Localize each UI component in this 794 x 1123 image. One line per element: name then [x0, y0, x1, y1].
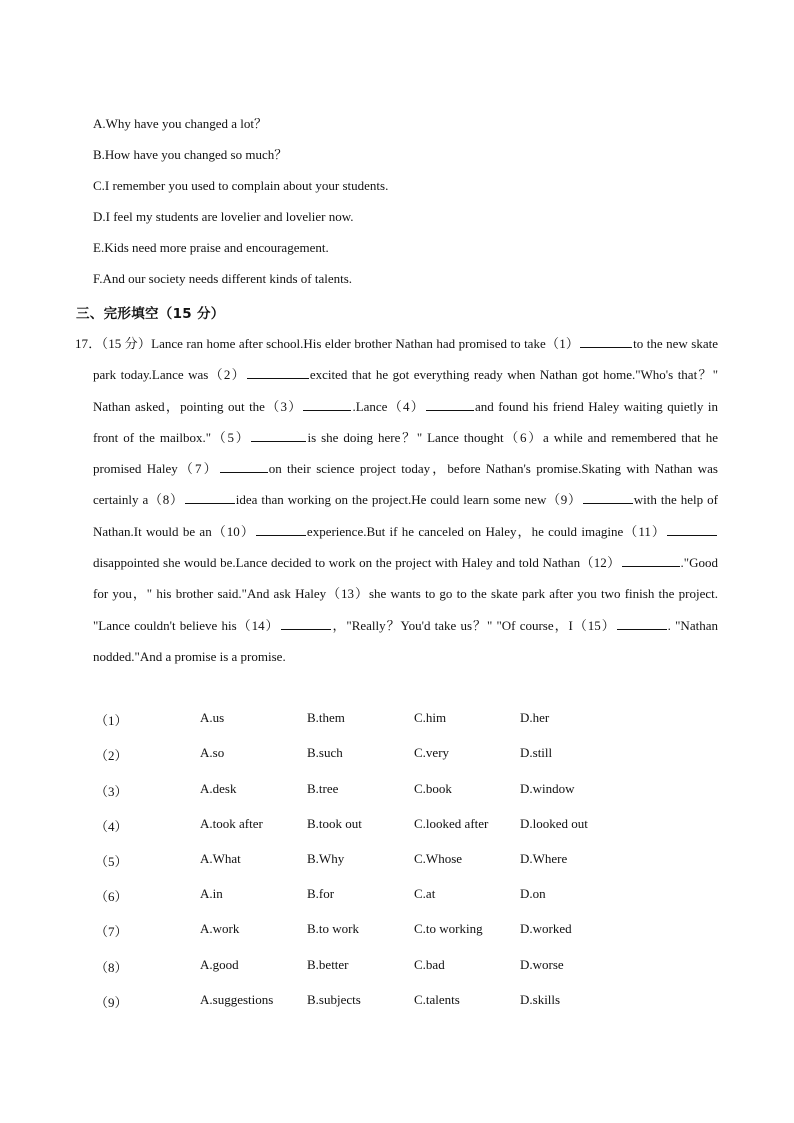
blank-1[interactable] — [580, 334, 632, 348]
passage-segment: disappointed she would be.Lance decided to work on the project with Haley and told Nathan（12） — [93, 555, 621, 571]
blank-2[interactable] — [247, 365, 309, 379]
blank-3[interactable] — [303, 397, 351, 411]
section-title: 三、完形填空（15 分） — [76, 306, 225, 322]
passage-segment: .Lance（4） — [352, 398, 425, 414]
choice-number: （8） — [95, 960, 128, 975]
blank-4[interactable] — [426, 397, 474, 411]
blank-15[interactable] — [617, 616, 667, 630]
choice-option-c[interactable]: C.bad — [414, 957, 445, 972]
choice-option-a[interactable]: A.took after — [200, 816, 263, 831]
choice-option-d[interactable]: D.window — [520, 781, 575, 796]
choice-option-c[interactable]: C.to working — [414, 921, 483, 936]
blank-14[interactable] — [281, 616, 331, 630]
option-c: C.I remember you used to complain about your students. — [93, 178, 389, 193]
choice-option-d[interactable]: D.Where — [520, 851, 568, 866]
choice-option-d[interactable]: D.looked out — [520, 816, 588, 831]
passage-segment: experience.But if he canceled on Haley，he could imagine（11） — [306, 523, 666, 539]
option-b: B.How have you changed so much？ — [93, 147, 288, 162]
passage-segment: excited that he got everything ready when Nathan got home."Who's that？" Nathan asked，pointing out the（3） — [93, 367, 718, 414]
choice-option-d[interactable]: D.her — [520, 710, 550, 725]
passage-segment: idea than working on the project.He could learn some new（9） — [235, 492, 582, 508]
passage-segment: with the help of Nathan.It would be an（10） — [93, 492, 718, 539]
choice-option-a[interactable]: A.us — [200, 710, 225, 725]
blank-8[interactable] — [185, 490, 235, 504]
blank-7[interactable] — [220, 459, 268, 473]
blank-10[interactable] — [256, 522, 306, 536]
option-e: E.Kids need more praise and encouragement. — [93, 240, 329, 255]
cloze-passage — [75, 328, 718, 672]
choice-option-c[interactable]: C.Whose — [414, 851, 463, 866]
passage-segment: ，"Really？You'd take us？" "Of course，I（15） — [331, 617, 616, 633]
option-d: D.I feel my students are lovelier and lovelier now. — [93, 209, 354, 224]
choice-number: （5） — [95, 854, 128, 869]
passage-segment: she wants to go to the skate park after you two finish the project. "Lance couldn't believe his（14） — [93, 586, 718, 633]
passage-segment: . "Nathan nodded."And a promise is a promise. — [93, 617, 718, 664]
passage-segment: Lance ran home after school.His elder brother Nathan had promised to take（1） — [151, 336, 580, 351]
choice-option-d[interactable]: D.worse — [520, 957, 564, 972]
choice-number: （7） — [95, 924, 128, 939]
choice-number: （1） — [95, 713, 128, 728]
choice-option-b[interactable]: B.subjects — [307, 992, 361, 1007]
choice-option-c[interactable]: C.book — [414, 781, 452, 796]
passage-segment: and found his friend Haley waiting quietly in front of the mailbox."（5） — [93, 398, 718, 445]
passage-segment: is she doing here？" Lance thought（6） — [307, 429, 543, 445]
choice-number: （3） — [95, 784, 128, 799]
choice-option-c[interactable]: C.talents — [414, 992, 460, 1007]
blank-11[interactable] — [667, 522, 717, 536]
choice-option-a[interactable]: A.suggestions — [200, 992, 274, 1007]
choice-option-b[interactable]: B.Why — [307, 851, 345, 866]
passage-segment: ."Good for you，" his brother said."And ask Haley（13） — [93, 555, 718, 602]
choice-option-d[interactable]: D.on — [520, 886, 546, 901]
passage-segment: a while and remembered that he promised Haley（7） — [93, 429, 718, 477]
choice-option-b[interactable]: B.such — [307, 745, 343, 760]
choice-number: （6） — [95, 889, 128, 904]
question-number: 17． — [75, 336, 102, 351]
choice-option-b[interactable]: B.for — [307, 886, 335, 901]
choice-option-c[interactable]: C.looked after — [414, 816, 489, 831]
choice-option-b[interactable]: B.better — [307, 957, 349, 972]
choice-option-d[interactable]: D.still — [520, 745, 553, 760]
option-f: F.And our society needs different kinds of talents. — [93, 271, 353, 286]
choice-number: （4） — [95, 819, 128, 834]
blank-9[interactable] — [583, 490, 633, 504]
blank-12[interactable] — [622, 553, 680, 567]
passage-segment: on their science project today，before Nathan's promise.Skating with Nathan was certainly a（8） — [93, 461, 718, 508]
choice-option-a[interactable]: A.desk — [200, 781, 237, 796]
choice-option-a[interactable]: A.What — [200, 851, 241, 866]
choice-number: （2） — [95, 748, 128, 763]
choice-option-d[interactable]: D.worked — [520, 921, 572, 936]
choice-option-a[interactable]: A.in — [200, 886, 223, 901]
choice-option-a[interactable]: A.good — [200, 957, 239, 972]
choice-option-c[interactable]: C.very — [414, 745, 450, 760]
choice-option-c[interactable]: C.him — [414, 710, 447, 725]
choice-option-b[interactable]: B.took out — [307, 816, 362, 831]
choice-number: （9） — [95, 995, 128, 1010]
choice-option-a[interactable]: A.so — [200, 745, 225, 760]
passage-segment: to the new skate park today.Lance was（2） — [93, 336, 718, 383]
choice-option-b[interactable]: B.to work — [307, 921, 359, 936]
choice-option-a[interactable]: A.work — [200, 921, 240, 936]
choice-option-d[interactable]: D.skills — [520, 992, 561, 1007]
choice-option-b[interactable]: B.them — [307, 710, 345, 725]
question-score: （15 分） — [101, 336, 152, 351]
option-a: A.Why have you changed a lot？ — [93, 116, 268, 131]
blank-5[interactable] — [251, 428, 306, 442]
choice-option-b[interactable]: B.tree — [307, 781, 339, 796]
choice-option-c[interactable]: C.at — [414, 886, 436, 901]
